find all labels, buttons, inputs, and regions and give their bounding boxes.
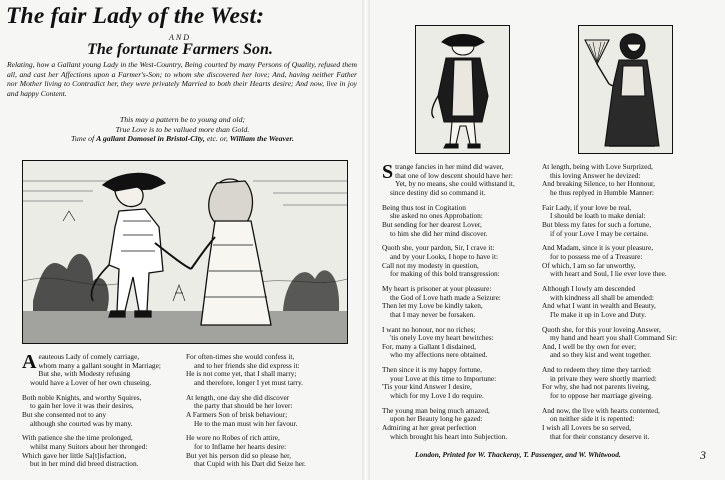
verse-line: He to the man must win her favour. (194, 418, 298, 428)
verse-line: for making of this bold transgression: (390, 269, 500, 279)
stanza (382, 244, 508, 279)
stanza (542, 326, 677, 361)
couple-woodcut-illustration (23, 161, 347, 343)
verse-line: I'le make it up in Love and Duty. (550, 309, 647, 319)
left-woodcut (22, 160, 348, 344)
verse-line: A Farmers Son of brisk behaviour; (186, 409, 288, 419)
tune-line (40, 134, 325, 144)
verse-line: trange fancies in her mind did waver, (395, 162, 504, 171)
verse-line: But sending for her dearest Lover, (382, 219, 482, 229)
verse-line: Being thus tost in Cogitation (382, 202, 466, 212)
verse-column-1 (22, 351, 161, 475)
verse-line: Call not my modesty in question, (382, 260, 479, 270)
verse-line: would have a Lover of her own chuseing. (30, 377, 152, 387)
verse-line: He wore no Robes of rich attire, (186, 433, 280, 443)
verse-column-3 (382, 161, 515, 447)
stanza (382, 366, 508, 401)
verse-line: and therefore, longer I yet must tarry. (194, 377, 303, 387)
verse-line: to him she did her mind discover. (390, 228, 488, 238)
verse-line: and so they kist and went together. (550, 350, 652, 360)
verse-line: that Cupid with his Dart did Seize her. (194, 459, 306, 469)
verse-line: in private they were shortly married: (550, 373, 657, 383)
verse-line: He is not come yet, that I shall marry; (186, 369, 297, 379)
man-woodcut-illustration (416, 26, 509, 153)
verse-line: Quoth she, for this your loveing Answer, (542, 324, 661, 334)
verse-line: my hand and heart you shall Command Sir: (550, 333, 678, 343)
tune-alt: William the Weaver. (229, 134, 294, 143)
verse-line: My heart is prisoner at your pleasure: (382, 283, 492, 293)
verse-line: but in her mind did breed distraction. (30, 459, 139, 469)
verse-line: eauteous Lady of comely carriage, (38, 352, 140, 361)
verse-line: Fair Lady, if your love be real, (542, 202, 632, 212)
verse-line: 'Tis your kind Answer I desire, (382, 382, 472, 392)
verse-line: for to possess me of a Treasure: (550, 251, 643, 261)
verse-line: which brought his heart into Subjection. (390, 431, 508, 441)
verse-line: to gain her love it was their desires, (30, 401, 134, 411)
verse-line: Admiring at her great perfection (382, 423, 477, 433)
verse-line: I should be loath to make denial: (550, 211, 646, 221)
title-and: AND (169, 33, 191, 42)
stanza (22, 394, 152, 429)
ballad-title: The fair Lady of the West: (6, 3, 265, 29)
verse-line: which for my Love I do require. (390, 391, 484, 401)
verse-line: if of your Love I may be certaine. (550, 228, 649, 238)
stanza (542, 204, 677, 239)
verse-line: since destiny did so command it. (390, 187, 486, 197)
ballad-description: Relating, how a Gallant young Lady in the West-Country, Being courted by many Persons of Quality, refused them all, and cast her Affections upon a Farmer's-Son; to whom she discovered her love; And, having neither Father nor Mother living to Contradict her, they were privately Married to both their Hearts desire; And now, live in joy and happy Content. (7, 60, 357, 98)
right-woodcut-woman (578, 25, 673, 154)
stanza (542, 366, 677, 401)
tune-or: etc. or, (206, 134, 228, 143)
verse-line: on neither side it is repented: (550, 414, 635, 424)
verse-line: And now, the live with hearts contented, (542, 405, 660, 415)
verse-line: that for their constancy deserve it. (550, 431, 650, 441)
verse-line: Of which, I am so far unworthy, (542, 260, 636, 270)
page-gutter (362, 0, 370, 480)
stanza (542, 244, 677, 279)
verse-line: for to Inflame her hearts desire: (194, 441, 287, 451)
stanza (22, 351, 161, 388)
verse-line: Then let my Love be kindly taken, (382, 301, 483, 311)
dropcap-a: A (22, 351, 37, 373)
verse-line: upon her Beauty long he gazed: (390, 414, 483, 424)
verse-line: and to her friends she did express it: (194, 360, 300, 370)
stanza (186, 353, 306, 388)
verse-line: that one of low descent should have her: (395, 170, 513, 180)
motto-line-2: True Love is to be vallued more than Gold. (115, 124, 250, 134)
verse-line: But she consented not to any (22, 409, 107, 419)
verse-line: Then since it is my happy fortune, (382, 365, 482, 375)
tune-place: Bristol-City, (165, 134, 205, 143)
verse-line: And, I well be thy own for ever; (542, 341, 637, 351)
verse-line: that I may never be forsaken. (390, 309, 476, 319)
verse-line: whilst many Suitors about her thronged: (30, 441, 148, 451)
stanza (382, 326, 508, 361)
verse-line: Yet, by no means, she could withstand it, (395, 179, 515, 189)
verse-line: Which gave her little Sa[t]isfaction, (22, 450, 127, 460)
stanza (382, 285, 508, 320)
verse-line: Quoth she, your pardon, Sir, I crave it: (382, 243, 495, 253)
verse-line: And breaking Silence, to her Honnour, (542, 179, 655, 189)
verse-line: she asked no ones Approbation: (390, 211, 483, 221)
verse-line: Although I lowly am descended (542, 283, 636, 293)
verse-line: At length, being with Love Surprized, (542, 162, 653, 171)
verse-line: The young man being much amazed, (382, 405, 490, 415)
verse-line: For, many a Gallant I disdained, (382, 341, 476, 351)
verse-line: whom many a gallant sought in Marriage; (38, 360, 161, 370)
stanza (382, 407, 508, 442)
verse-line: But bless my fates for such a fortune, (542, 219, 652, 229)
verse-line: with heart and Soul, I lie ever love thee. (550, 269, 667, 279)
verse-line: and by your Looks, I hope to have it: (390, 251, 499, 261)
motto-line-1: This may a pattern be to young and old; (119, 115, 246, 124)
stanza (542, 407, 677, 442)
stanza (186, 434, 306, 469)
verse-line: your Love at this time to Importune: (390, 373, 497, 383)
verse-line: for to oppose her marriage giveing. (550, 391, 653, 401)
verse-line: And to redeem they time they tarried: (542, 365, 652, 375)
stanza (186, 394, 306, 429)
verse-line: 'tis onely Love my heart bewitches: (390, 333, 494, 343)
right-woodcut-man (415, 25, 510, 154)
verse-line: Both noble Knights, and worthy Squires, (22, 392, 142, 402)
verse-line: I want no honour, nor no riches; (382, 324, 476, 334)
stanza (542, 163, 677, 198)
stanza (382, 204, 508, 239)
verse-line: I wish all Lovers be so served, (542, 423, 631, 433)
stanza (542, 285, 677, 320)
tune-name: A gallant Damosel in (96, 134, 164, 143)
stanza (22, 434, 152, 469)
verse-column-2 (186, 353, 306, 475)
verse-line: But she, with Modesty refusing (38, 369, 131, 379)
verse-line: And what I want in wealth and Beauty, (542, 301, 656, 311)
tune-prefix: Tune of (71, 134, 95, 143)
verse-line: But yet his person did so please her, (186, 450, 292, 460)
ballad-subtitle: The fortunate Farmers Son. (87, 41, 273, 58)
stanza (382, 161, 515, 198)
verse-line: For often-times she would confess it, (186, 352, 295, 361)
verse-line: the party that should be her lover: (194, 401, 293, 411)
verse-line: For why, she had not parents liveing, (542, 382, 650, 392)
printer-imprint: London, Printed for W. Thackeray, T. Passenger, and W. Whitwood. (415, 450, 621, 459)
motto-block (40, 115, 325, 144)
verse-line: with kindness all shall be amended: (550, 292, 654, 302)
verse-line: With patience she the time prolonged, (22, 433, 133, 443)
verse-line: he thus replyed in Humble Manner: (550, 187, 654, 197)
page-mark: 3 (700, 448, 706, 462)
verse-line: who my affections nere obtained. (390, 350, 488, 360)
woman-woodcut-illustration (579, 26, 672, 153)
verse-line: this loving Answer he devized: (550, 170, 641, 180)
verse-line: At length, one day she did discover (186, 392, 290, 402)
verse-line: the God of Love hath made a Seizure: (390, 292, 501, 302)
verse-column-4 (542, 163, 677, 447)
verse-line: And Madam, since it is your pleasure, (542, 243, 654, 253)
dropcap-s: S (382, 161, 394, 183)
verse-line: although she courted was by many. (30, 418, 133, 428)
